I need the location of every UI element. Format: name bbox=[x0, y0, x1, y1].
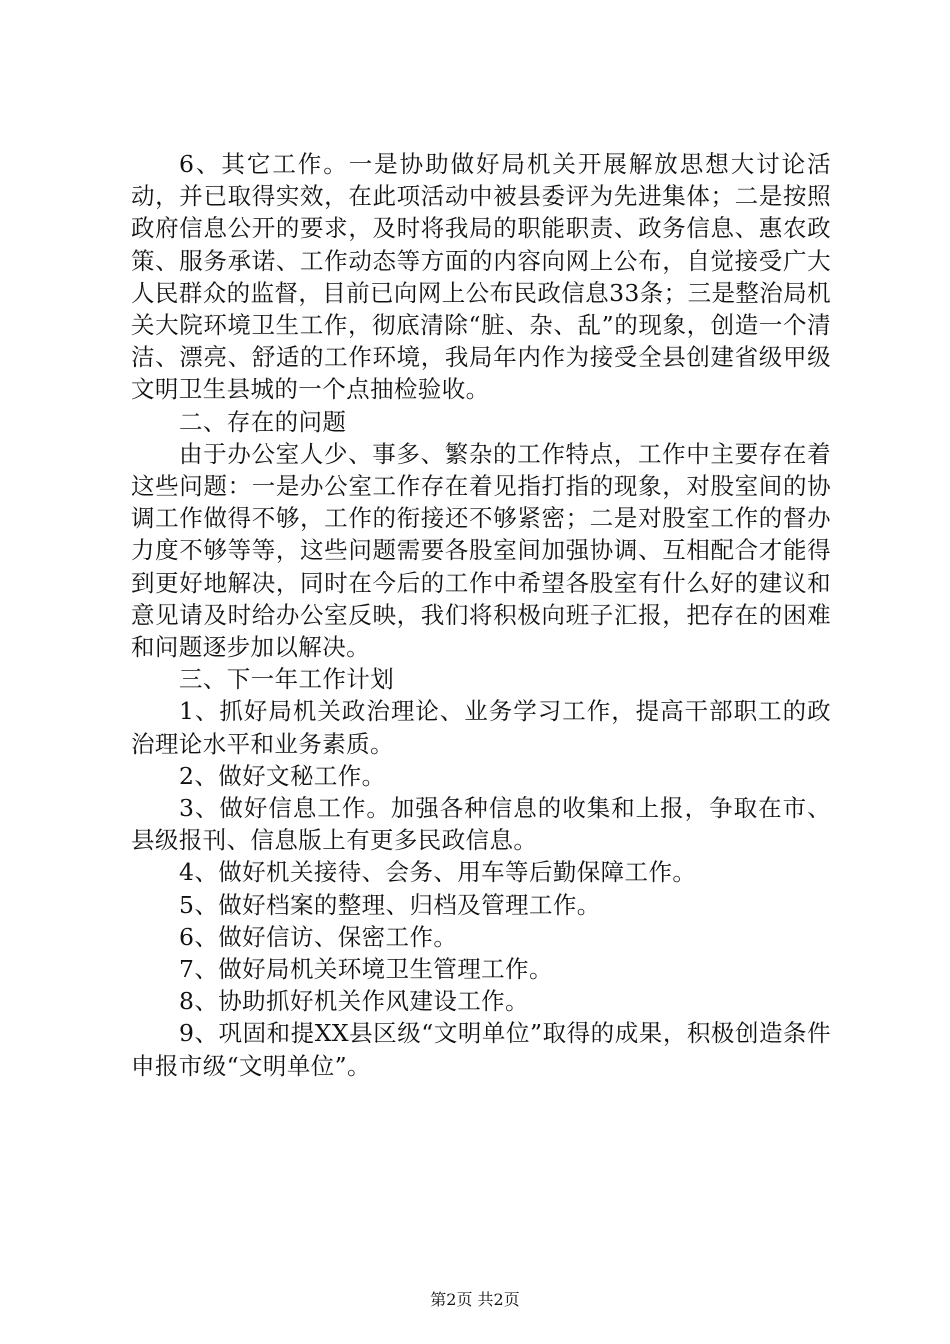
page-footer bbox=[0, 1290, 950, 1310]
plan-item-1: 1、抓好局机关政治理论、业务学习工作，提高干部职工的政治理论水平和业务素质。 bbox=[131, 697, 831, 758]
document-body bbox=[131, 148, 831, 1082]
plan-item-5: 5、做好档案的整理、归档及管理工作。 bbox=[179, 890, 601, 919]
page-number: 第2页 共2页 bbox=[430, 1290, 520, 1309]
plan-item-3: 3、做好信息工作。加强各种信息的收集和上报，争取在市、县级报刊、信息版上有更多民政信息。 bbox=[131, 794, 831, 855]
plan-item-7: 7、做好局机关环境卫生管理工作。 bbox=[179, 955, 553, 984]
plan-item-8: 8、协助抓好机关作风建设工作。 bbox=[179, 987, 529, 1016]
heading-next-year-plan: 三、下一年工作计划 bbox=[179, 665, 395, 694]
paragraph-problems: 由于办公室人少、事多、繁杂的工作特点，工作中主要存在着这些问题：一是办公室工作存在着见指打指的现象，对股室间的协调工作做得不够，工作的衔接还不够紧密；二是对股室工作的督办力度不够等等，这些问题需要各股室间加强协调、互相配合才能得到更好地解决，同时在今后的工作中希望各股室有什么好的建议和意见请及时给办公室反映，我们将积极向班子汇报，把存在的困难和问题逐步加以解决。 bbox=[131, 439, 831, 662]
heading-existing-problems: 二、存在的问题 bbox=[179, 407, 347, 436]
plan-item-2: 2、做好文秘工作。 bbox=[179, 761, 386, 790]
paragraph-other-work: 6、其它工作。一是协助做好局机关开展解放思想大讨论活动，并已取得实效，在此项活动中被县委评为先进集体；二是按照政府信息公开的要求，及时将我局的职能职责、政务信息、惠农政策、服务承诺、工作动态等方面的内容向网上公布，自觉接受广大人民群众的监督，目前已向网上公布民政信息33条；三是整治局机关大院环境卫生工作，彻底清除“脏、杂、乱”的现象，创造一个清洁、漂亮、舒适的工作环境，我局年内作为接受全县创建省级甲级文明卫生县城的一个点抽检验收。 bbox=[131, 150, 831, 404]
plan-item-6: 6、做好信访、保密工作。 bbox=[179, 922, 458, 951]
plan-item-9: 9、巩固和提XX县区级“文明单位”取得的成果，积极创造条件申报市级“文明单位”。 bbox=[131, 1019, 831, 1080]
plan-item-4: 4、做好机关接待、会务、用车等后勤保障工作。 bbox=[179, 858, 697, 887]
